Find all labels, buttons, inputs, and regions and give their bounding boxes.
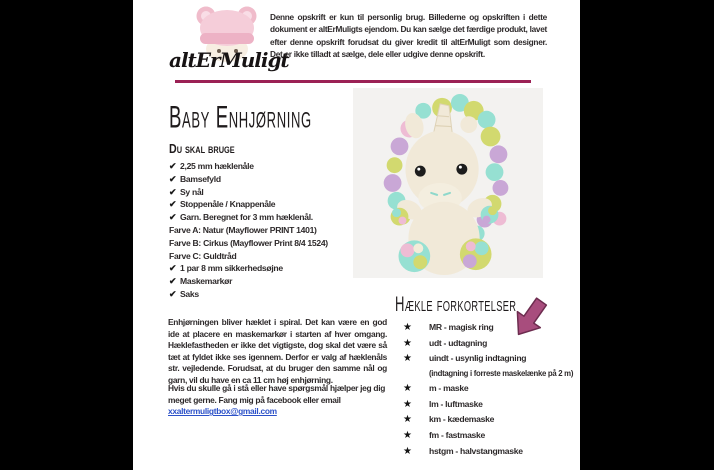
yarn-color-a: Farve A: Natur (Mayflower PRINT 1401) [169,224,317,235]
list-item: ✔ Sy nål [169,186,204,197]
check-icon: ✔ [169,276,177,287]
document-page [133,0,580,470]
check-icon: ✔ [169,212,177,223]
list-item: ✔ Saks [169,288,199,299]
star-icon: ★ [403,414,412,426]
email-link[interactable]: xxaltermuligtbox@gmail.com [168,406,277,417]
list-item: ★ m - maske [403,383,469,395]
list-item: ✔ 1 par 8 mm sikkerhedsøjne [169,263,283,274]
unicorn-photo [353,88,543,278]
list-item: ★ MR - magisk ring [403,322,494,333]
list-item: ✔ Bamsefyld [169,173,221,184]
list-item: ★ uindt - usynlig indtagning [403,353,527,365]
star-icon: ★ [403,383,412,395]
star-icon: ★ [403,398,412,410]
abbreviations-list [403,322,573,461]
copyright-notice: Denne opskrift er kun til personlig brug. Billederne og opskriften i dette dokument er altErMuligts ejendom. Du kan sælge det færdige produkt, lavet efter denne opskrift forudsat du giver kredit til altErMuligt som designer. Det er ikke tilladt at sælge, dele eller udgive denne opskrift. [270,12,547,60]
list-item: ✔ Maskemarkør [169,276,233,287]
list-item: ✔ Stoppenåle / Knappenåle [169,199,276,210]
list-item: ★ fm - fastmaske [403,430,485,442]
star-icon: ★ [403,337,412,349]
star-icon: ★ [403,353,412,365]
list-item: ★ hstgm - halvstangmaske [403,445,523,457]
list-item: ✔ 2,25 mm hæklenåle [169,161,254,171]
check-icon: ✔ [169,288,177,299]
abbreviations-heading: Hækle forkortelser [395,293,517,316]
list-item: ✔ Garn. Beregnet for 3 mm hæklenål. [169,212,313,223]
star-icon: ★ [403,430,412,442]
list-item: ★ lm - luftmaske [403,398,483,410]
list-item-note: (indtagning i forreste maskelænke på 2 m) [429,368,574,378]
page-title: Baby Enhjørning [169,100,312,135]
header-divider [175,80,531,83]
star-icon: ★ [403,445,412,457]
brand-logo-text: altErMuligt [169,48,289,72]
materials-heading: Du skal bruge [169,141,235,156]
contact-paragraph: Hvis du skulle gå i stå eller have spørgsmål hjælper jeg dig meget gerne. Fang mig på facebook eller email xxaltermuligtbox@gmail.com [168,383,386,417]
star-icon: ★ [403,322,412,333]
yarn-color-c: Farve C: Guldtråd [169,250,237,261]
check-icon: ✔ [169,161,177,171]
check-icon: ✔ [169,173,177,184]
yarn-color-b: Farve B: Cirkus (Mayflower Print 8/4 1524) [169,237,328,248]
list-item: ★ udt - udtagning [403,337,488,349]
check-icon: ✔ [169,263,177,274]
list-item: ★ km - kædemaske [403,414,495,426]
check-icon: ✔ [169,199,177,210]
check-icon: ✔ [169,186,177,197]
intro-paragraph: Enhjørningen bliver hæklet i spiral. Det kan være en god ide at placere en maskemarkør i starten af hver omgang. Hæklefastheden er ikke det vigtigste, dog skal det være så tæt at fyldet ikke ses igennem. Derfor er valg af hæklenåls str. vejledende. Forudsat, at du bruger den samme nål og garn, vil du have en ca 11 cm høj enhjørning. [168,317,387,385]
